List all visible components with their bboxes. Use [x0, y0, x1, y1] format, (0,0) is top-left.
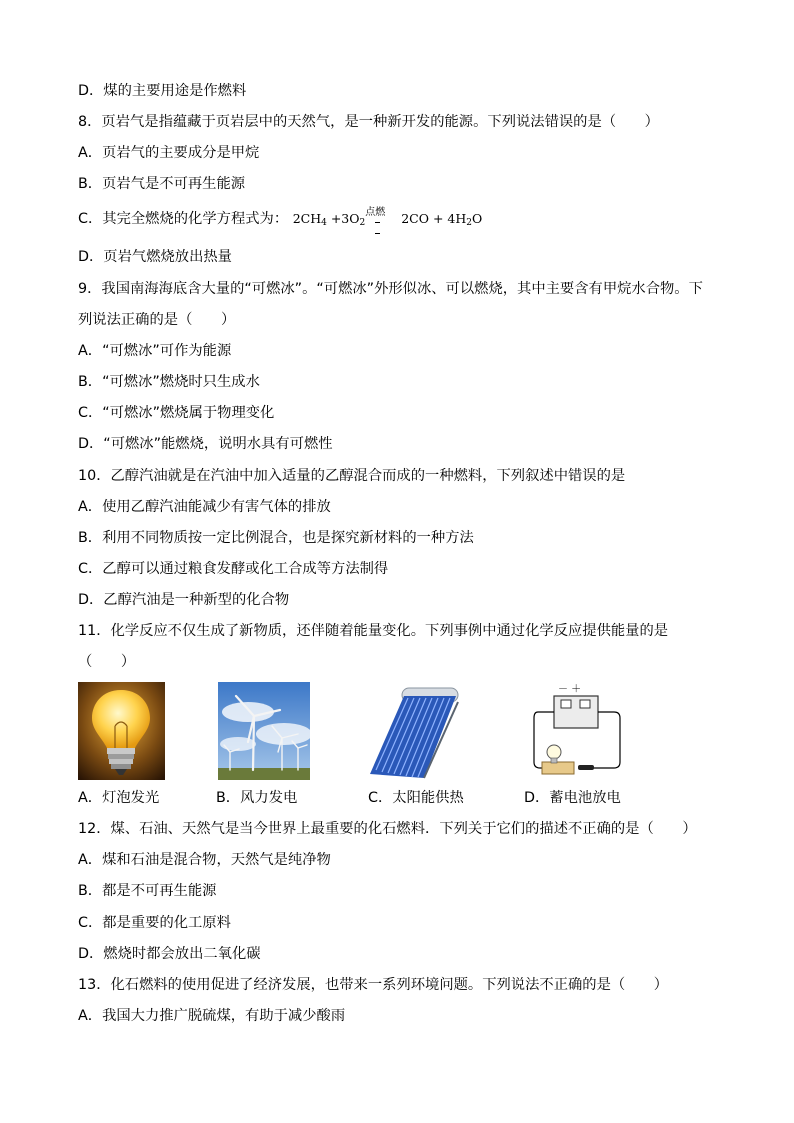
q10-option-a: A．使用乙醇汽油能减少有害气体的排放 — [78, 499, 331, 515]
q9-stem-1: 9．我国南海海底含大量的“可燃冰”。“可燃冰”外形似冰、可以燃烧，其中主要含有甲烷水合物。下 — [78, 281, 703, 297]
q8-option-b: B．页岩气是不可再生能源 — [78, 176, 246, 192]
eq-ch4: 2CH — [292, 211, 322, 226]
q12-option-a: A．煤和石油是混合物，天然气是纯净物 — [78, 852, 331, 868]
q10-option-b: B．利用不同物质按一定比例混合，也是探究新材料的一种方法 — [78, 530, 474, 546]
reaction-condition — [365, 209, 401, 229]
q11-option-d: D．蓄电池放电 — [524, 790, 621, 806]
q8-option-c — [78, 209, 482, 233]
eq-oxygen: O — [472, 211, 483, 226]
q10-stem: 10．乙醇汽油就是在汽油中加入适量的乙醇混合而成的一种燃料，下列叙述中错误的是 — [78, 468, 626, 484]
q8-option-c-prefix: C．其完全燃烧的化学方程式为： — [78, 211, 289, 227]
eq-o2: +3O — [326, 211, 360, 226]
q11-option-a: A．灯泡发光 — [78, 790, 160, 806]
chemical-equation — [292, 207, 483, 228]
q9-option-a: A．“可燃冰”可作为能源 — [78, 343, 232, 359]
condition-mark-1 — [375, 222, 380, 223]
q8-stem: 8．页岩气是指蕴藏于页岩层中的天然气，是一种新开发的能源。下列说法错误的是（ ） — [78, 114, 659, 130]
battery-terminal-label: － ＋ — [558, 684, 582, 695]
light-bulb-image — [78, 682, 165, 780]
q12-option-c: C．都是重要的化工原料 — [78, 915, 231, 931]
q9-option-c: C．“可燃冰”燃烧属于物理变化 — [78, 405, 275, 421]
condition-ignite: 点燃 — [365, 207, 386, 218]
q12-option-b: B．都是不可再生能源 — [78, 883, 217, 899]
q11-stem-2: （ ） — [78, 654, 136, 670]
eq-sub-2: 2 — [359, 218, 366, 228]
q13-stem: 13．化石燃料的使用促进了经济发展，也带来一系列环境问题。下列说法不正确的是（ ） — [78, 977, 669, 993]
q12-stem: 12．煤、石油、天然气是当今世界上最重要的化石燃料．下列关于它们的描述不正确的是（ ） — [78, 821, 697, 837]
q11-stem-1: 11．化学反应不仅生成了新物质，还伴随着能量变化。下列事例中通过化学反应提供能量的是 — [78, 623, 669, 639]
q8-option-d: D．页岩气燃烧放出热量 — [78, 249, 232, 265]
q7-option-d: D．煤的主要用途是作燃料 — [78, 83, 247, 99]
q10-option-c: C．乙醇可以通过粮食发酵或化工合成等方法制得 — [78, 561, 389, 577]
q11-option-b: B．风力发电 — [216, 790, 298, 806]
q9-option-d: D．“可燃冰”能燃烧，说明水具有可燃性 — [78, 436, 333, 452]
eq-sub-h2: 2 — [466, 218, 473, 228]
eq-sub-4: 4 — [321, 218, 327, 228]
eq-products: 2CO + 4H — [401, 211, 467, 226]
q13-option-a: A．我国大力推广脱硫煤，有助于减少酸雨 — [78, 1008, 346, 1024]
battery-circuit-image — [528, 682, 626, 780]
q9-stem-2: 列说法正确的是（ ） — [78, 312, 236, 328]
solar-heater-image — [368, 682, 460, 780]
q11-option-c: C．太阳能供热 — [368, 790, 464, 806]
q8-option-a: A．页岩气的主要成分是甲烷 — [78, 145, 260, 161]
wind-turbine-image — [218, 682, 310, 780]
q10-option-d: D．乙醇汽油是一种新型的化合物 — [78, 592, 290, 608]
condition-mark-2 — [375, 233, 380, 234]
q12-option-d: D．燃烧时都会放出二氧化碳 — [78, 946, 261, 962]
q9-option-b: B．“可燃冰”燃烧时只生成水 — [78, 374, 260, 390]
